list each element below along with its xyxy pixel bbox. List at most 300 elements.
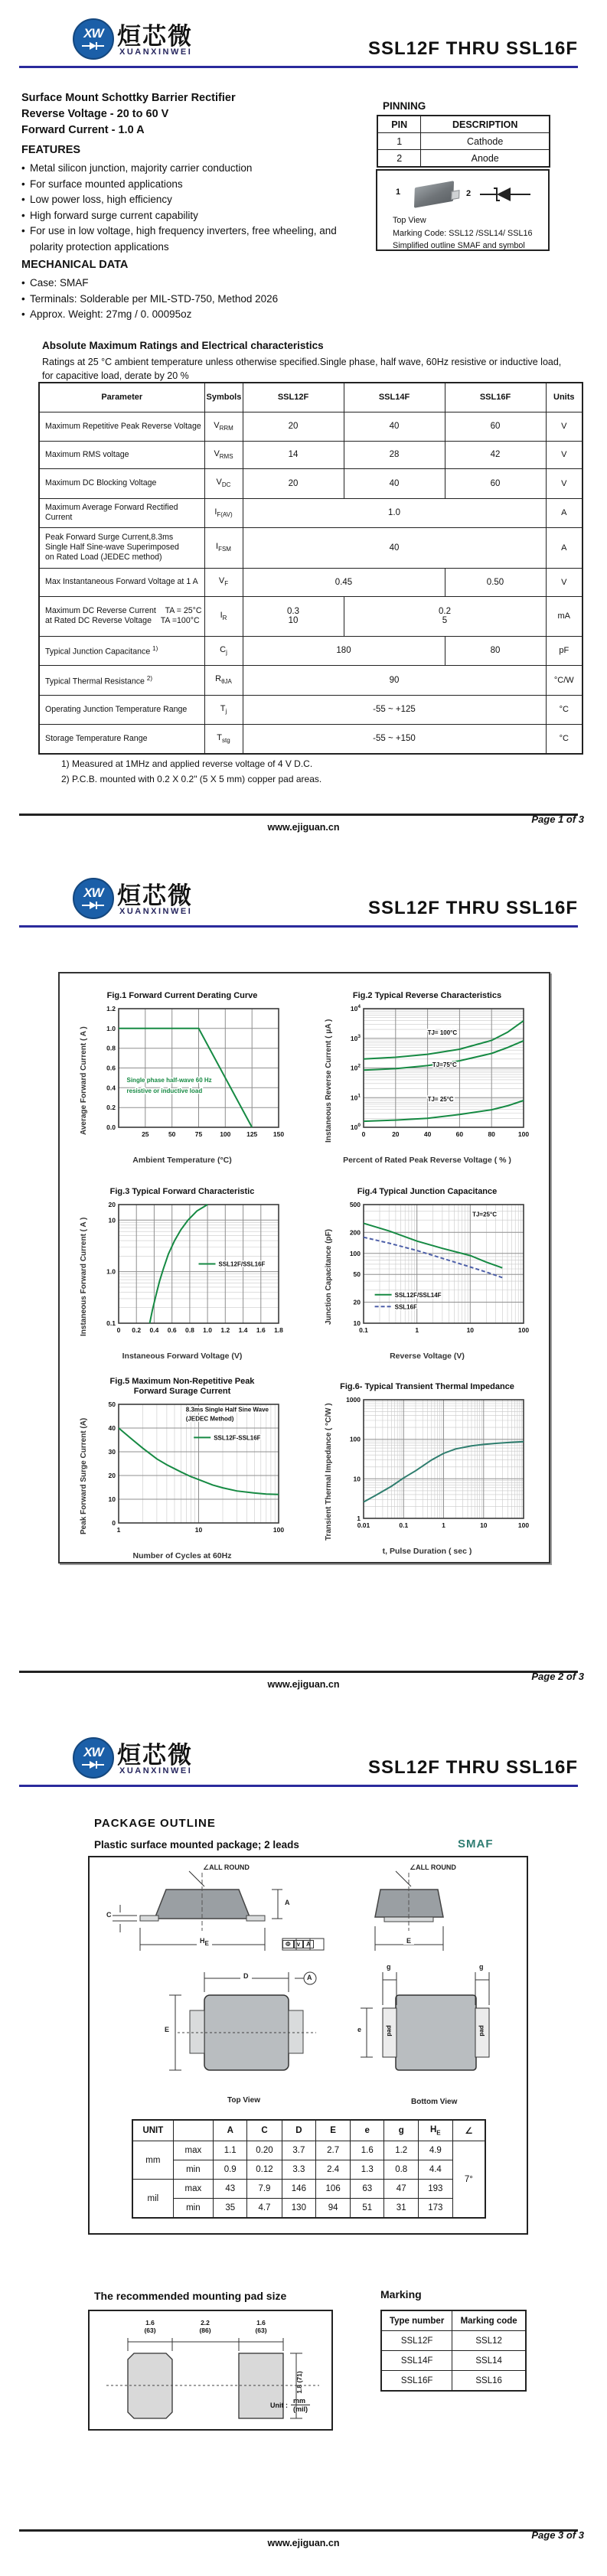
dim-value: 35	[213, 2199, 246, 2219]
symbol-cell: $V_{RMS}$	[204, 441, 243, 468]
table-row	[39, 636, 583, 665]
svg-text:100: 100	[517, 1130, 529, 1138]
svg-text:80: 80	[487, 1130, 495, 1138]
symbol-cell: $T_j$	[204, 695, 243, 724]
svg-text:50: 50	[353, 1270, 361, 1279]
footer-rule	[19, 814, 578, 816]
pad-dim-height: 1.8 (71)	[295, 2371, 303, 2394]
svg-text:0.01: 0.01	[357, 1521, 370, 1529]
value-cell: 40	[243, 527, 546, 568]
svg-text:10: 10	[353, 1475, 361, 1483]
marking-cell: SSL14F	[381, 2351, 452, 2371]
value-cell: 60	[445, 468, 546, 498]
svg-text:0: 0	[361, 1130, 365, 1138]
value-cell: 1.0	[243, 498, 546, 527]
unit-cell: A	[546, 498, 583, 527]
unit-cell: V	[546, 441, 583, 468]
fig3-ylabel: Instaneous Forward Current ( A )	[79, 1216, 88, 1336]
svg-text:75: 75	[194, 1130, 202, 1138]
top-view-caption: Top View	[227, 2096, 260, 2105]
pin-cell: Cathode	[421, 133, 550, 150]
pin2-label: 2	[466, 189, 472, 198]
logo-xxw-text: XW	[83, 26, 103, 41]
dim-value: 51	[351, 2199, 384, 2219]
fig4-xlabel: Reverse Voltage (V)	[390, 1352, 465, 1361]
list-item: Simplified outline SMAF and symbol	[393, 241, 525, 250]
svg-text:125: 125	[246, 1130, 257, 1138]
logo-chinese-name: 烜芯微	[117, 882, 193, 909]
dim-value: 31	[384, 2199, 418, 2219]
pad-dim-mid: 2.2 (86)	[199, 2319, 211, 2334]
dim-g2-label: g	[479, 1963, 484, 1971]
diode-icon	[82, 1760, 105, 1769]
parameter-cell: Maximum DC Reverse Current TA = 25°C at Rated DC Reverse Voltage TA =100°C	[39, 596, 204, 636]
dim-value: 63	[351, 2180, 384, 2199]
marking-heading: Marking	[380, 2288, 422, 2300]
dim-value: 94	[316, 2199, 351, 2219]
ratings-col-header: SSL14F	[344, 383, 445, 412]
svg-text:100: 100	[349, 1249, 361, 1257]
pad2-label: pad	[478, 2025, 485, 2036]
svg-text:1: 1	[116, 1526, 120, 1534]
svg-text:1.2: 1.2	[220, 1326, 230, 1334]
ratings-table	[38, 382, 583, 755]
ratings-col-header: Units	[546, 383, 583, 412]
parameter-cell: Storage Temperature Range	[39, 724, 204, 754]
dim-c-label: C	[106, 1911, 112, 1919]
svg-text:10: 10	[466, 1326, 474, 1334]
schottky-diode-symbol-icon	[478, 184, 534, 204]
value-cell: 0.45	[243, 568, 445, 596]
pad-dim-left: 1.6 (63)	[144, 2319, 156, 2334]
table-row	[381, 2371, 526, 2392]
svg-text:(JEDEC Method): (JEDEC Method)	[185, 1415, 233, 1423]
svg-text:150: 150	[272, 1130, 284, 1138]
logo-mark-icon	[73, 1737, 114, 1779]
marking-cell: SSL12	[452, 2331, 526, 2351]
page-number: Page 3 of 3	[531, 2529, 584, 2541]
table-row	[377, 150, 550, 168]
dim-he-label: $H_E$	[197, 1937, 212, 1947]
unit-cell: V	[546, 568, 583, 596]
svg-text:10: 10	[194, 1526, 202, 1534]
pin1-label: 1	[396, 187, 401, 197]
dimensions-table: UNIT A C D E e g $H_E$ ∠ mm max 1.1 0.20 3.7 2.7 1.6 1.2 4.9 7° min 0.9 0.12 3.3 2.4 1.3 0.8 4.4 mil max 43 7.9 146 106 63 47 193 min 35 4.7 130 94 51 31 173	[132, 2119, 486, 2219]
dim-value: 0.9	[213, 2160, 246, 2180]
symbol-cell: $V_{DC}$	[204, 468, 243, 498]
svg-text:102: $10^2$	[350, 1063, 361, 1072]
value-cell: 40	[344, 412, 445, 441]
table-row	[381, 2331, 526, 2351]
svg-text:100: 100	[517, 1326, 529, 1334]
svg-text:0: 0	[116, 1326, 120, 1334]
value-cell: 20	[243, 412, 344, 441]
value-cell: 20	[243, 468, 344, 498]
dim-value: 2.7	[316, 2141, 351, 2160]
svg-text:10: 10	[108, 1216, 116, 1224]
table-row	[39, 527, 583, 568]
bullet-item: • Case: SMAF	[21, 276, 358, 292]
marking-cell: SSL14	[452, 2351, 526, 2371]
svg-text:50: 50	[108, 1400, 116, 1408]
dim-value: 4.7	[247, 2199, 282, 2219]
svg-text:50: 50	[168, 1130, 175, 1138]
dim-value: 43	[213, 2180, 246, 2199]
diode-icon	[82, 41, 105, 51]
dim-value: 0.8	[384, 2160, 418, 2180]
logo-latin-name: XUANXINWEI	[119, 1766, 193, 1775]
dim-value: 4.4	[418, 2160, 452, 2180]
symbol-cell: $V_{RRM}$	[204, 412, 243, 441]
ratings-condition	[42, 355, 586, 383]
pin-col-header: PIN	[377, 116, 421, 133]
footnotes	[61, 756, 321, 787]
parameter-cell: Peak Forward Surge Current,8.3ms Single Half Sine-wave Superimposed on Rated Load (JEDEC method)	[39, 527, 204, 568]
fig1	[67, 991, 297, 1165]
bullet-item: • Metal silicon junction, majority carrier conduction	[21, 161, 358, 177]
fig2-title: Fig.2 Typical Reverse Characteristics	[352, 991, 502, 1000]
limit-cell: max	[173, 2180, 213, 2199]
dim-e-body-label: E	[165, 2026, 170, 2033]
dim-value: 3.7	[282, 2141, 316, 2160]
bullet-item: • Terminals: Solderable per MIL-STD-750, Method 2026	[21, 292, 358, 308]
dim-header: D	[282, 2120, 316, 2141]
svg-text:10: 10	[108, 1495, 116, 1503]
value-cell: 60	[445, 412, 546, 441]
limit-cell: min	[173, 2160, 213, 2180]
svg-text:1.2: 1.2	[106, 1005, 116, 1012]
svg-text:0.1: 0.1	[398, 1521, 408, 1529]
website-url: www.ejiguan.cn	[267, 1679, 340, 1690]
header-rule	[19, 1785, 578, 1787]
fig3	[67, 1187, 297, 1361]
mechanical-list	[21, 276, 358, 323]
bullet-item: • Low power loss, high efficiency	[21, 192, 358, 208]
parameter-cell: Typical Junction Capacitance $^{1)}$	[39, 636, 204, 665]
svg-text:0.4: 0.4	[106, 1084, 116, 1092]
svg-text:100: $10^0$	[350, 1123, 361, 1131]
pad1-label: pad	[385, 2025, 393, 2036]
svg-text:100: 100	[219, 1130, 230, 1138]
svg-text:101: $10^1$	[350, 1093, 361, 1102]
value-cell: 42	[445, 441, 546, 468]
all-round-label-2: ∠ALL ROUND	[410, 1864, 456, 1871]
page-number: Page 1 of 3	[531, 814, 584, 825]
part-number-title: SSL12F THRU SSL16F	[367, 898, 578, 918]
diode-icon	[82, 901, 105, 910]
features-list	[21, 161, 358, 255]
page-2	[0, 859, 607, 1719]
table-row	[39, 596, 583, 636]
dim-value: 3.3	[282, 2160, 316, 2180]
list-item: Reverse Voltage - 20 to 60 V	[21, 108, 169, 120]
dim-value: 0.20	[247, 2141, 282, 2160]
fig1-plot	[88, 1003, 286, 1157]
fig2-plot	[333, 1003, 530, 1157]
svg-text:1.8: 1.8	[273, 1326, 283, 1334]
marking-col-header: Marking code	[452, 2310, 526, 2331]
table-row	[132, 2180, 485, 2199]
dim-value: 2.4	[316, 2160, 351, 2180]
svg-text:0.2: 0.2	[131, 1326, 141, 1334]
unit-cell: °C/W	[546, 665, 583, 695]
dim-header-he: $H_E$	[418, 2120, 452, 2141]
marking-col-header: Type number	[381, 2310, 452, 2331]
package-symbol-box	[376, 169, 550, 251]
svg-text:1000: 1000	[345, 1396, 361, 1404]
svg-text:TJ=75°C: TJ=75°C	[432, 1061, 457, 1068]
list-item: Top View	[393, 216, 426, 225]
svg-text:resistive or inductive load: resistive or inductive load	[126, 1087, 202, 1094]
limit-cell: min	[173, 2199, 213, 2219]
package-note-lines	[393, 214, 532, 253]
fig4-plot	[333, 1199, 530, 1353]
logo-xxw-text: XW	[83, 885, 103, 900]
mounting-pad-heading: The recommended mounting pad size	[94, 2290, 287, 2302]
footer-rule	[19, 2529, 578, 2532]
svg-text:0.4: 0.4	[148, 1326, 158, 1334]
dim-value: 7.9	[247, 2180, 282, 2199]
fig5	[67, 1377, 297, 1560]
fig3-xlabel: Instaneous Forward Voltage (V)	[122, 1352, 243, 1361]
value-cell: 40	[344, 468, 445, 498]
limit-cell: max	[173, 2141, 213, 2160]
svg-text:0.1: 0.1	[358, 1326, 368, 1334]
symbol-cell: $I_{F(AV)}$	[204, 498, 243, 527]
part-number-title: SSL12F THRU SSL16F	[367, 38, 578, 59]
pad-dim-right: 1.6 (63)	[255, 2319, 267, 2334]
svg-text:SSL12F/SSL14F: SSL12F/SSL14F	[394, 1291, 442, 1299]
dim-g1-label: g	[387, 1963, 391, 1971]
svg-text:20: 20	[108, 1472, 116, 1479]
package-outline-drawing	[88, 1856, 528, 2235]
datum-a-label: A	[307, 1974, 312, 1981]
svg-text:500: 500	[349, 1201, 361, 1208]
unit-cell: V	[546, 468, 583, 498]
dim-value: 130	[282, 2199, 316, 2219]
fig1-xlabel: Ambient Temperature (°C)	[132, 1156, 232, 1165]
dim-value: 106	[316, 2180, 351, 2199]
dim-value: 1.2	[384, 2141, 418, 2160]
list-item: 2) P.C.B. mounted with 0.2 X 0.2" (5 X 5 mm) copper pad areas.	[61, 774, 322, 784]
svg-text:SSL12F/SSL16F: SSL12F/SSL16F	[218, 1260, 265, 1268]
value-cell: 180	[243, 636, 445, 665]
svg-text:40: 40	[423, 1130, 431, 1138]
svg-text:SSL12F-SSL16F: SSL12F-SSL16F	[213, 1434, 261, 1442]
svg-text:1: 1	[356, 1515, 361, 1522]
parameter-cell: Max Instantaneous Forward Voltage at 1 A	[39, 568, 204, 596]
ratings-col-header: Parameter	[39, 383, 204, 412]
parameter-cell: Operating Junction Temperature Range	[39, 695, 204, 724]
marking-cell: SSL16	[452, 2371, 526, 2392]
dim-header-angle: ∠	[452, 2120, 485, 2141]
svg-text:200: 200	[349, 1228, 361, 1237]
fig6-plot	[333, 1394, 530, 1548]
svg-text:1.0: 1.0	[106, 1267, 116, 1276]
svg-text:20: 20	[353, 1298, 361, 1306]
svg-text:1.4: 1.4	[238, 1326, 248, 1334]
list-item: 1) Measured at 1MHz and applied reverse voltage of 4 V D.C.	[61, 758, 313, 769]
parameter-cell: Maximum RMS voltage	[39, 441, 204, 468]
dim-header: C	[247, 2120, 282, 2141]
symbol-cell: $T_{stg}$	[204, 724, 243, 754]
logo-chinese-name: 烜芯微	[117, 23, 193, 50]
fig2-ylabel: Instaneous Reverse Current ( μA )	[324, 1018, 333, 1143]
ratings-col-header: SSL16F	[445, 383, 546, 412]
dim-d-label: D	[240, 1972, 252, 1980]
svg-text:20: 20	[108, 1201, 116, 1208]
svg-text:60: 60	[455, 1130, 463, 1138]
fig3-title: Fig.3 Typical Forward Characteristic	[109, 1187, 255, 1196]
svg-text:1.0: 1.0	[106, 1024, 116, 1032]
product-summary	[21, 90, 236, 139]
fig4-title: Fig.4 Typical Junction Capacitance	[357, 1187, 498, 1196]
marking-cell: SSL12F	[381, 2331, 452, 2351]
fig5-title2: Forward Surage Current	[133, 1387, 231, 1396]
outline-shapes	[90, 1857, 527, 2118]
value-cell: 0.2 5	[344, 596, 546, 636]
logo-mark-icon	[73, 18, 114, 60]
table-row	[377, 133, 550, 150]
value-cell: 28	[344, 441, 445, 468]
dim-value: 0.12	[247, 2160, 282, 2180]
parameter-cell: Typical Thermal Resistance $^{2)}$	[39, 665, 204, 695]
table-row	[39, 724, 583, 754]
list-item: Forward Current - 1.0 A	[21, 124, 145, 136]
svg-text:0.2: 0.2	[106, 1104, 116, 1112]
unit-cell: V	[546, 412, 583, 441]
pinning-table	[377, 115, 550, 168]
part-number-title: SSL12F THRU SSL16F	[367, 1757, 578, 1778]
list-item: Surface Mount Schottky Barrier Rectifier	[21, 92, 236, 104]
fig3-plot	[88, 1199, 286, 1353]
table-row	[132, 2199, 485, 2219]
fig6-xlabel: t, Pulse Duration ( sec )	[382, 1547, 472, 1556]
svg-text:10: 10	[479, 1521, 488, 1529]
dim-value: 193	[418, 2180, 452, 2199]
fig4-ylabel: Junction Capacitance (pF)	[324, 1228, 333, 1325]
bullet-item: • For use in low voltage, high frequency inverters, free wheeling, and polarity protection applications	[21, 223, 358, 255]
pinning-heading: PINNING	[383, 100, 426, 112]
dim-value: 1.6	[351, 2141, 384, 2160]
svg-text:Single phase half-wave 60 Hz: Single phase half-wave 60 Hz	[126, 1077, 212, 1084]
tolerance-frame: Φ v A	[282, 1940, 314, 1948]
svg-text:SSL16F: SSL16F	[394, 1303, 417, 1311]
bullet-item: • Approx. Weight: 27mg / 0. 00095oz	[21, 307, 358, 323]
bottom-view-caption: Bottom View	[411, 2098, 458, 2106]
dim-value: 4.9	[418, 2141, 452, 2160]
angle-value: 7°	[452, 2141, 485, 2219]
header-rule	[19, 925, 578, 928]
unit-mm: mm	[132, 2141, 173, 2180]
parameter-cell: Maximum Repetitive Peak Reverse Voltage	[39, 412, 204, 441]
symbol-cell: $V_F$	[204, 568, 243, 596]
pin-cell: 2	[377, 150, 421, 168]
table-row	[381, 2351, 526, 2371]
value-cell: 0.3 10	[243, 596, 344, 636]
svg-text:0.1: 0.1	[106, 1319, 116, 1327]
page-1	[0, 0, 607, 859]
ratings-heading: Absolute Maximum Ratings and Electrical characteristics	[42, 340, 324, 351]
value-cell: 80	[445, 636, 546, 665]
table-row	[39, 441, 583, 468]
value-cell: -55 ~ +150	[243, 724, 546, 754]
logo-mark-icon	[73, 878, 114, 919]
website-url: www.ejiguan.cn	[267, 822, 340, 833]
list-item: Marking Code: SSL12 /SSL14/ SSL16	[393, 228, 533, 238]
fig6-ylabel: Transient Thermal Impedance ( °C/W )	[324, 1402, 333, 1541]
pad-unit-note: Unit : mm (mil)	[270, 2397, 310, 2413]
dim-value: 1.3	[351, 2160, 384, 2180]
table-row	[39, 412, 583, 441]
table-row	[132, 2141, 485, 2160]
fig2-xlabel: Percent of Rated Peak Reverse Voltage ( % )	[343, 1156, 511, 1165]
svg-text:TJ=25°C: TJ=25°C	[472, 1211, 497, 1218]
dim-e-pitch-label: e	[357, 2026, 362, 2033]
package-3d-icon	[414, 181, 454, 208]
mechanical-heading: MECHANICAL DATA	[21, 259, 129, 271]
svg-text:100: 100	[349, 1435, 361, 1443]
logo-xxw-text: XW	[83, 1745, 103, 1759]
svg-text:103: $10^3$	[350, 1033, 361, 1042]
package-outline-heading: PACKAGE OUTLINE	[94, 1817, 216, 1830]
unit-cell: mA	[546, 596, 583, 636]
svg-text:40: 40	[108, 1424, 116, 1432]
fig5-plot	[88, 1399, 286, 1553]
dim-header: UNIT	[132, 2120, 173, 2141]
marking-cell: SSL16F	[381, 2371, 452, 2392]
svg-text:0.8: 0.8	[106, 1044, 116, 1052]
svg-text:0: 0	[111, 1519, 116, 1527]
table-row	[39, 695, 583, 724]
fig5-xlabel: Number of Cycles at 60Hz	[132, 1551, 232, 1560]
symbol-cell: $I_R$	[204, 596, 243, 636]
pin-cell: Anode	[421, 150, 550, 168]
dim-value: 47	[384, 2180, 418, 2199]
dim-header: A	[213, 2120, 246, 2141]
unit-cell: °C	[546, 695, 583, 724]
logo-latin-name: XUANXINWEI	[119, 47, 193, 57]
ratings-col-header: SSL12F	[243, 383, 344, 412]
fig1-title: Fig.1 Forward Current Derating Curve	[106, 991, 258, 1000]
value-cell: -55 ~ +125	[243, 695, 546, 724]
ratings-condition-line2: for capacitive load, derate by 20 %	[42, 370, 189, 381]
pin-col-header: DESCRIPTION	[421, 116, 550, 133]
header-rule	[19, 66, 578, 68]
symbol-cell: $C_j$	[204, 636, 243, 665]
value-cell: 14	[243, 441, 344, 468]
ratings-condition-line1: Ratings at 25 °C ambient temperature unless otherwise specified.Single phase, half wave, 60Hz resistive or inductive load,	[42, 357, 562, 367]
dim-value: 173	[418, 2199, 452, 2219]
unit-mil: mil	[132, 2180, 173, 2219]
features-heading: FEATURES	[21, 144, 81, 156]
svg-text:1.0: 1.0	[202, 1326, 212, 1334]
svg-text:0.0: 0.0	[106, 1123, 116, 1131]
fig1-ylabel: Average Forward Current ( A )	[79, 1026, 88, 1135]
svg-text:1: 1	[441, 1521, 445, 1529]
package-outline-subheading: Plastic surface mounted package; 2 leads	[94, 1839, 299, 1850]
bullet-item: • High forward surge current capability	[21, 208, 358, 224]
svg-text:0.6: 0.6	[106, 1064, 116, 1072]
fig2	[312, 991, 542, 1165]
symbol-cell: $R_{\theta JA}$	[204, 665, 243, 695]
parameter-cell: Maximum DC Blocking Voltage	[39, 468, 204, 498]
unit-cell: °C	[546, 724, 583, 754]
table-row	[39, 498, 583, 527]
table-row	[39, 665, 583, 695]
fig6	[312, 1382, 542, 1556]
svg-text:8.3ms Single Half Sine Wave: 8.3ms Single Half Sine Wave	[185, 1406, 269, 1414]
